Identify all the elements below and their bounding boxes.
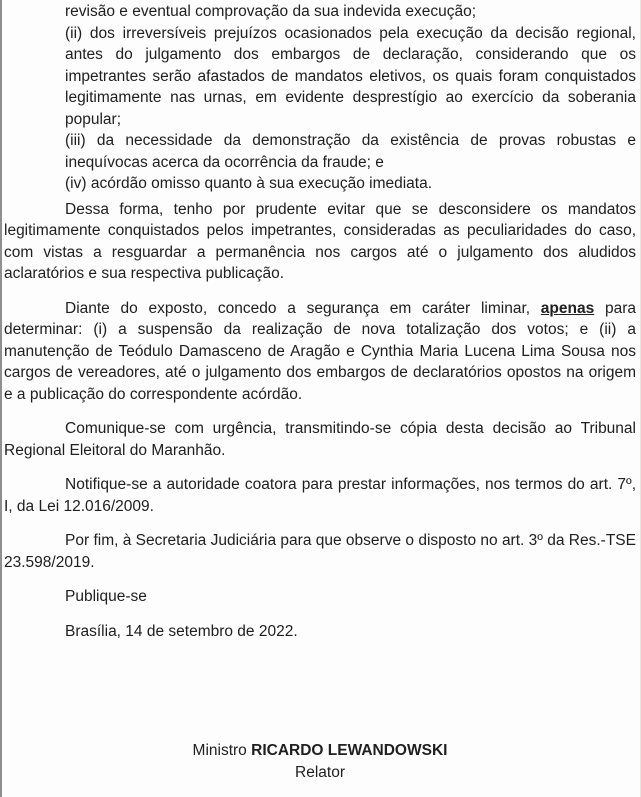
- text-segment: Ministro: [192, 742, 252, 759]
- body-paragraph: [4, 474, 636, 517]
- body-paragraph: [4, 530, 636, 573]
- text-segment: Diante do exposto, concedo a segurança em caráter liminar,: [65, 299, 541, 317]
- quote-item: (iii) da necessidade da demonstração da existência de provas robustas e inequívocas acerca da ocorrência da fraude; e: [65, 132, 636, 171]
- quote-item: (ii) dos irreversíveis prejuízos ocasionados pela execução da decisão regional, antes do julgamento dos embargos de declaração, considerando que os impetrantes serão afastados de mandatos eletivos, os quais foram conquistados legitimamente nas urnas, em evidente desprestígio ao exercício da soberania popular;: [65, 24, 636, 128]
- text-segment: Publique-se: [65, 588, 147, 605]
- signature-block: [4, 740, 636, 783]
- text-segment: Comunique-se com urgência, transmitindo-se cópia desta decisão ao Tribunal Regional Eleitoral do Maranhão.: [4, 420, 636, 459]
- body-paragraph: [4, 418, 636, 461]
- text-segment: para determinar: (i) a suspensão da realização de nova totalização dos votos; e (ii) a manutenção de Teódulo Damasceno de Aragão e Cynthia Maria Lucena Lima Sousa nos cargos de vereadores, até o julgamento dos embargos de declaratórios opostos na origem e a publicação do correspondente acórdão.: [4, 299, 636, 403]
- text-segment: Brasília, 14 de setembro de 2022.: [65, 622, 298, 640]
- body-paragraph: [4, 199, 636, 285]
- quote-block: [65, 1, 636, 195]
- signature-name-line: [4, 740, 636, 762]
- body-paragraph: [4, 298, 636, 406]
- text-segment: Por fim, à Secretaria Judiciária para que observe o disposto no art. 3º da Res.-TSE 23.598/2019.: [4, 532, 636, 571]
- quote-item: (iv) acórdão omisso quanto à sua execução imediata.: [65, 175, 433, 192]
- emphasis-text: RICARDO LEWANDOWSKI: [251, 742, 448, 759]
- body-paragraph: [4, 621, 636, 643]
- emphasis-text: apenas: [540, 299, 595, 317]
- body-paragraph: [4, 586, 636, 608]
- signature-role: Relator: [295, 763, 345, 781]
- text-segment: Notifique-se a autoridade coatora para prestar informações, nos termos do art. 7º, I, da Lei 12.016/2009.: [4, 476, 636, 515]
- text-segment: Dessa forma, tenho por prudente evitar que se desconsidere os mandatos legitimamente conquistados pelos impetrantes, consideradas as peculiaridades do caso, com vistas a resguardar a permanência nos cargos até o julgamento dos aludidos aclaratórios e sua respectiva publicação.: [4, 200, 636, 282]
- paragraphs: [4, 199, 636, 643]
- quote-item: revisão e eventual comprovação da sua indevida execução;: [65, 3, 477, 20]
